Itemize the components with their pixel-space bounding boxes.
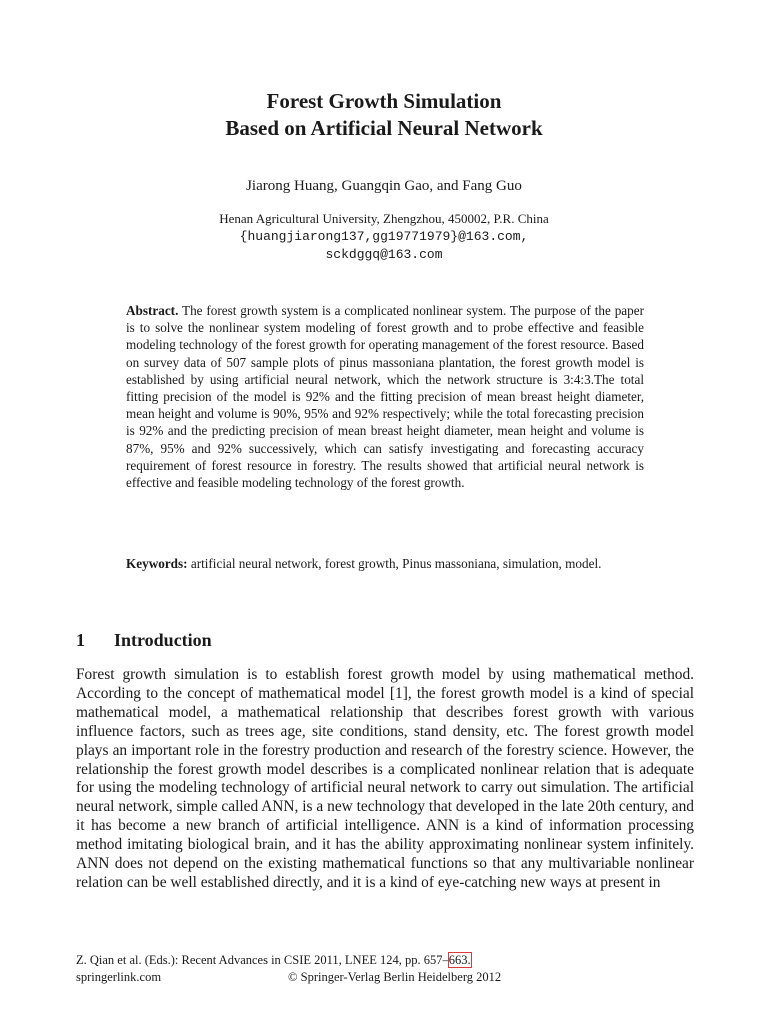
paper-title-line-2: Based on Artificial Neural Network	[225, 116, 543, 140]
section-title: Introduction	[114, 630, 212, 650]
abstract-text: The forest growth system is a complicated nonlinear system. The purpose of the paper is to solve the nonlinear system modeling of forest growth and to probe effective and feasible modeling technology of the forest growth for operating management of the forest resource. Based on survey data of 507 sample plots of pinus massoniana plantation, the forest growth model is established by using artificial neural network, which the network structure is 3:4:3.The total fitting precision of the model is 92% and the fitting precision of mean breast height diameter, mean height and volume is 90%, 95% and 92% respectively; while the total forecasting precision is 92% and the predicting precision of mean breast height diameter, mean height and volume is 87%, 95% and 92% successively, which can satisfy investigating and forecasting accuracy requirement of forest resource in forestry. The results showed that artificial neural network is effective and feasible modeling technology of the forest growth.	[126, 303, 645, 491]
publisher-site: springerlink.com	[76, 970, 162, 984]
citation-footer	[76, 953, 471, 968]
abstract	[126, 302, 644, 491]
paper-title-line-1: Forest Growth Simulation	[266, 89, 502, 113]
introduction-paragraph: Forest growth simulation is to establish forest growth model by using mathematical method. According to the concept of mathematical model [1], the forest growth model is a kind of special mathematical model, a mathematical relationship that describes forest growth with various influence factors, such as trees age, site conditions, stand density, etc. The forest growth model plays an important role in the forestry production and research of the forestry science. However, the relationship the forest growth model describes is a complicated nonlinear relation that is adequate for using the modeling technology of artificial neural network to carry out simulation. The artificial neural network, simple called ANN, is a new technology that developed in the late 20th century, and it has become a new branch of artificial intelligence. ANN is a kind of information processing method imitating biological brain, and it has the ability approximating nonlinear system infinitely. ANN does not depend on the existing mathematical functions so that any multivariable nonlinear relation can be well established directly, and it is a kind of eye-catching new ways at present in	[76, 666, 694, 891]
last-page-link[interactable]: 663.	[448, 953, 471, 967]
section-number: 1	[76, 630, 85, 650]
keywords	[126, 555, 644, 572]
author-emails-line-1: {huangjiarong137,gg19771979}@163.com,	[239, 229, 529, 244]
keywords-label: Keywords:	[126, 556, 188, 571]
author-list: Jiarong Huang, Guangqin Gao, and Fang Guo	[246, 178, 522, 194]
affiliation: Henan Agricultural University, Zhengzhou, 450002, P.R. China	[219, 211, 549, 226]
abstract-label: Abstract.	[126, 303, 179, 318]
copyright-notice: © Springer-Verlag Berlin Heidelberg 2012	[288, 970, 502, 984]
author-emails-line-2: sckdggq@163.com	[325, 247, 443, 262]
keywords-text: artificial neural network, forest growth, Pinus massoniana, simulation, model.	[190, 556, 602, 571]
publisher-footer	[76, 970, 502, 985]
citation-text: Z. Qian et al. (Eds.): Recent Advances in CSIE 2011, LNEE 124, pp. 657–	[76, 953, 449, 967]
section-heading-introduction	[76, 628, 212, 652]
